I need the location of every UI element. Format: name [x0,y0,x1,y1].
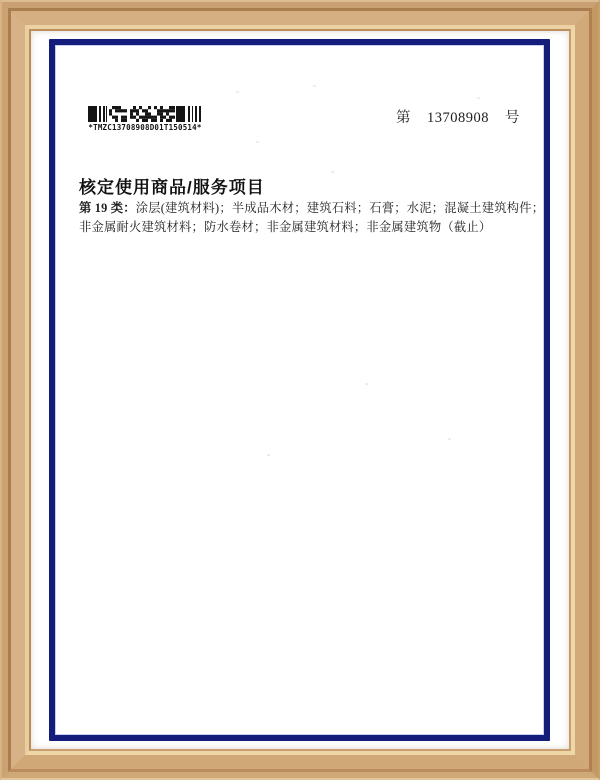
certificate-number [396,106,520,127]
goods-line-1 [79,199,561,218]
page-border [49,39,550,741]
cert-number-suffix: 号 [505,110,520,126]
certificate-page [31,31,569,749]
frame-bevel-outer [2,2,598,778]
barcode-text: *TMZC13708908D01T150514* [88,123,202,132]
scan-speck [267,454,270,456]
frame-inner-lip [29,29,571,751]
scan-speck [313,85,316,87]
barcode [85,106,205,132]
scan-speck [236,91,239,93]
scan-speck [365,383,368,385]
scan-speck [256,141,259,143]
barcode-image [88,106,202,122]
section-title: 核定使用商品/服务项目 [79,178,265,197]
goods-line-2: 非金属耐火建筑材料；防水卷材；非金属建筑材料；非金属建筑物（截止） [79,219,492,234]
frame-groove [8,8,592,772]
cert-number-value: 13708908 [427,110,489,126]
scan-speck [331,171,334,173]
frame-band [11,11,589,769]
class-prefix: 第 19 类： [79,201,136,215]
scan-speck [477,97,480,99]
frame-highlight [25,25,575,755]
goods-line-1-text: 涂层(建筑材料)；半成品木材；建筑石料；石膏；水泥；混凝土建筑构件； [135,201,545,215]
goods-list [79,199,561,237]
scan-speck [448,438,451,440]
cert-number-prefix: 第 [396,110,411,126]
